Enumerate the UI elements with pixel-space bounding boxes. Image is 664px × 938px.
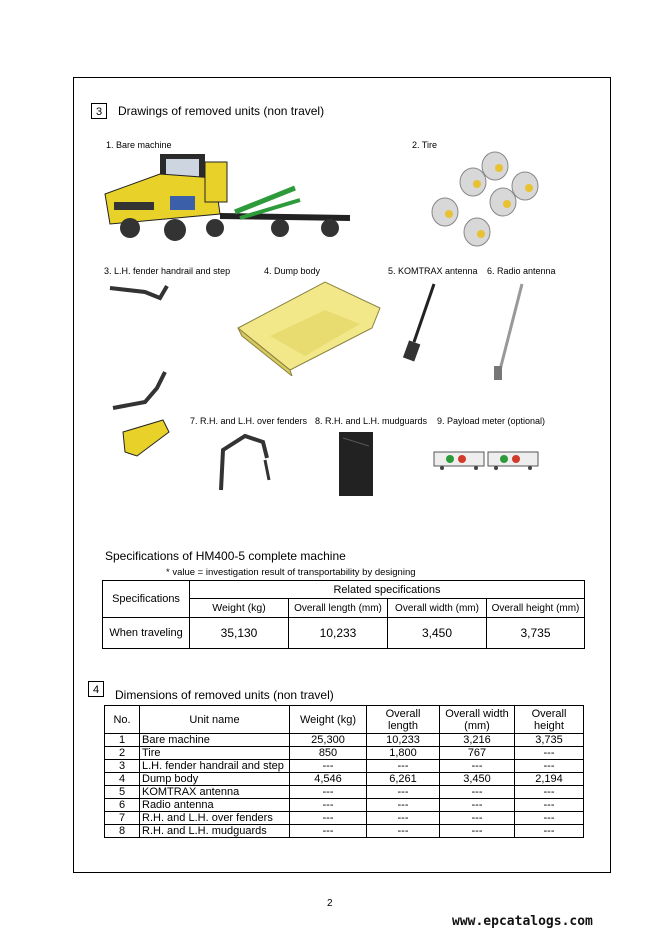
table-row [105, 734, 584, 747]
cell-no: 1 [105, 734, 140, 747]
cell-no: 2 [105, 747, 140, 760]
tires-image [425, 150, 550, 250]
dims-header-height [515, 706, 584, 734]
caption-mudguards: 8. R.H. and L.H. mudguards [315, 416, 428, 426]
dims-header-length [367, 706, 440, 734]
cell-width: --- [440, 825, 515, 838]
caption-komtrax-antenna: 5. KOMTRAX antenna [388, 266, 478, 276]
page-number: 2 [327, 898, 333, 909]
cell-height: 2,194 [515, 773, 584, 786]
cell-length: --- [367, 760, 440, 773]
specs-value-weight: 35,130 [190, 618, 289, 649]
cell-name: KOMTRAX antenna [140, 786, 290, 799]
specs-table [102, 580, 585, 649]
dims-header-width-line2: (mm) [464, 719, 490, 732]
dims-header-height-line1: Overall [531, 707, 567, 720]
cell-height: --- [515, 760, 584, 773]
specs-header-group: Related specifications [190, 581, 585, 599]
cell-name: L.H. fender handrail and step [140, 760, 290, 773]
section-4-number: 4 [88, 681, 104, 697]
cell-length: --- [367, 825, 440, 838]
section-4-title: Dimensions of removed units (non travel) [115, 688, 334, 702]
cell-name: R.H. and L.H. mudguards [140, 825, 290, 838]
specs-value-length: 10,233 [289, 618, 388, 649]
cell-width: --- [440, 812, 515, 825]
dimensions-table [104, 705, 584, 838]
cell-no: 6 [105, 799, 140, 812]
dims-header-no: No. [105, 706, 140, 734]
bare-machine-image [100, 152, 360, 244]
table-row [105, 760, 584, 773]
cell-width: 3,450 [440, 773, 515, 786]
specs-header-left: Specifications [103, 581, 190, 618]
cell-name: Bare machine [140, 734, 290, 747]
cell-weight: 4,546 [290, 773, 367, 786]
specs-col-width: Overall width (mm) [388, 599, 487, 618]
cell-height: 3,735 [515, 734, 584, 747]
cell-weight: --- [290, 760, 367, 773]
table-row [105, 799, 584, 812]
cell-width: 3,216 [440, 734, 515, 747]
dump-body-image [230, 280, 385, 376]
cell-width: --- [440, 786, 515, 799]
cell-weight: --- [290, 812, 367, 825]
cell-width: 767 [440, 747, 515, 760]
table-row [105, 773, 584, 786]
cell-length: --- [367, 812, 440, 825]
cell-name: Dump body [140, 773, 290, 786]
table-row [105, 825, 584, 838]
dims-header-width [440, 706, 515, 734]
dims-header-length-line2: length [388, 719, 418, 732]
dims-header-length-line1: Overall [385, 707, 421, 720]
payload-meter-image [432, 446, 542, 472]
section-3-title: Drawings of removed units (non travel) [118, 104, 325, 118]
specs-col-length: Overall length (mm) [289, 599, 388, 618]
table-row [105, 747, 584, 760]
cell-length: --- [367, 786, 440, 799]
dims-header-weight: Weight (kg) [290, 706, 367, 734]
cell-length: --- [367, 799, 440, 812]
cell-name: R.H. and L.H. over fenders [140, 812, 290, 825]
caption-radio-antenna: 6. Radio antenna [487, 266, 556, 276]
cell-no: 7 [105, 812, 140, 825]
specs-value-height: 3,735 [487, 618, 585, 649]
specs-title: Specifications of HM400-5 complete machine [105, 549, 346, 563]
table-row [105, 812, 584, 825]
specs-col-height: Overall height (mm) [487, 599, 585, 618]
section-3-number: 3 [91, 103, 107, 119]
cell-weight: 850 [290, 747, 367, 760]
cell-name: Tire [140, 747, 290, 760]
specs-col-weight: Weight (kg) [190, 599, 289, 618]
cell-no: 3 [105, 760, 140, 773]
cell-width: --- [440, 799, 515, 812]
cell-height: --- [515, 786, 584, 799]
caption-over-fenders: 7. R.H. and L.H. over fenders [190, 416, 308, 426]
radio-antenna-image [488, 280, 528, 385]
caption-dump-body: 4. Dump body [264, 266, 321, 276]
cell-no: 8 [105, 825, 140, 838]
mudguards-image [335, 428, 380, 500]
dims-header-width-line1: Overall width [445, 707, 509, 720]
cell-width: --- [440, 760, 515, 773]
cell-name: Radio antenna [140, 799, 290, 812]
fender-handrail-image [105, 280, 185, 465]
cell-height: --- [515, 799, 584, 812]
caption-bare-machine: 1. Bare machine [106, 140, 172, 150]
cell-height: --- [515, 825, 584, 838]
specs-value-width: 3,450 [388, 618, 487, 649]
specs-note: * value = investigation result of transportability by designing [166, 567, 416, 578]
specs-row-label: When traveling [103, 618, 190, 649]
cell-length: 6,261 [367, 773, 440, 786]
table-row [105, 786, 584, 799]
cell-height: --- [515, 812, 584, 825]
cell-no: 5 [105, 786, 140, 799]
dims-header-height-line2: height [534, 719, 564, 732]
cell-weight: 25,300 [290, 734, 367, 747]
cell-height: --- [515, 747, 584, 760]
cell-weight: --- [290, 799, 367, 812]
cell-length: 1,800 [367, 747, 440, 760]
cell-length: 10,233 [367, 734, 440, 747]
komtrax-antenna-image [400, 280, 440, 365]
caption-payload-meter: 9. Payload meter (optional) [437, 416, 546, 426]
cell-weight: --- [290, 825, 367, 838]
cell-no: 4 [105, 773, 140, 786]
over-fenders-image [215, 430, 275, 495]
dims-header-name: Unit name [140, 706, 290, 734]
cell-weight: --- [290, 786, 367, 799]
caption-fender-handrail: 3. L.H. fender handrail and step [104, 266, 231, 276]
watermark: www.epcatalogs.com [452, 914, 593, 929]
caption-tire: 2. Tire [412, 140, 438, 150]
